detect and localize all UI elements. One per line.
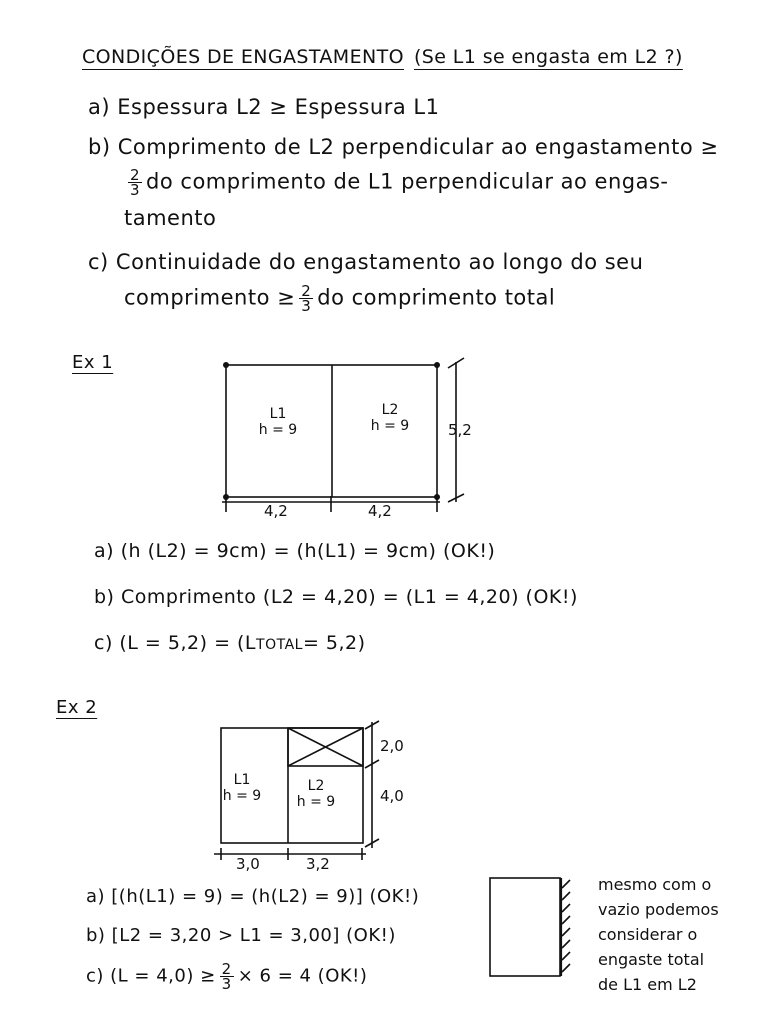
ex2-result-a: a) [(h(L1) = 9) = (h(L2) = 9)] (OK!) [86, 886, 420, 907]
ex2-dim-top: 2,0 [380, 737, 404, 755]
side-note [598, 872, 719, 997]
ex2-dim-left: 3,0 [236, 855, 260, 873]
ex2-result-c: c) (L = 4,0) ≥ $\frac{2}{3}$ × 6 = 4 (OK!) [86, 960, 368, 993]
note-line: de L1 em L2 [598, 975, 697, 994]
ex1-result-c: c) (L = 5,2) = (LTOTAL= 5,2) [94, 632, 366, 654]
ex1-slab-l1: L1 h = 9 [258, 406, 298, 438]
ex2-slab-l2: L2 h = 9 [296, 778, 336, 810]
note-line: vazio podemos [598, 900, 719, 919]
fraction-two-thirds: $\frac{2}{3}$ [221, 960, 232, 993]
fraction-two-thirds: $\frac{2}{3}$ [130, 166, 141, 199]
note-line: engaste total [598, 950, 705, 969]
title-heading: CONDIÇÕES DE ENGASTAMENTO [82, 46, 404, 68]
ex2-dim-mid: 4,0 [380, 787, 404, 805]
sketch-hatching [562, 880, 570, 972]
criterion-b-line3: tamento [124, 206, 217, 230]
sketch-slab [490, 878, 560, 976]
note-line: considerar o [598, 925, 698, 944]
ex2-dim-right: 3,2 [306, 855, 330, 873]
criterion-b-line2: $\frac{2}{3}$ do comprimento de L1 perpendicular ao engas- [130, 166, 669, 199]
criterion-b-line1: b) Comprimento de L2 perpendicular ao engastamento ≥ [88, 135, 719, 159]
ex1-result-b: b) Comprimento (L2 = 4,20) = (L1 = 4,20) (OK!) [94, 586, 578, 608]
ex2-label: Ex 2 [56, 697, 98, 718]
criterion-a: a) Espessura L2 ≥ Espessura L1 [88, 95, 440, 119]
ex1-dim-left: 4,2 [264, 502, 288, 520]
ex2-slab-l1: L1 h = 9 [222, 772, 262, 804]
note-line: mesmo com o [598, 875, 712, 894]
ex1-slab-l2: L2 h = 9 [370, 402, 410, 434]
fraction-two-thirds: $\frac{2}{3}$ [301, 282, 312, 315]
ex1-label: Ex 1 [72, 352, 114, 373]
ex1-dim-height: 5,2 [448, 421, 472, 439]
ex2-result-b: b) [L2 = 3,20 > L1 = 3,00] (OK!) [86, 925, 396, 946]
ex1-dim-right: 4,2 [368, 502, 392, 520]
title-question: (Se L1 se engasta em L2 ?) [413, 46, 683, 68]
ex1-result-a: a) (h (L2) = 9cm) = (h(L1) = 9cm) (OK!) [94, 540, 496, 562]
criterion-c-line2: comprimento ≥ $\frac{2}{3}$ do comprimento total [124, 282, 556, 315]
criterion-c-line1: c) Continuidade do engastamento ao longo do seu [88, 250, 644, 274]
